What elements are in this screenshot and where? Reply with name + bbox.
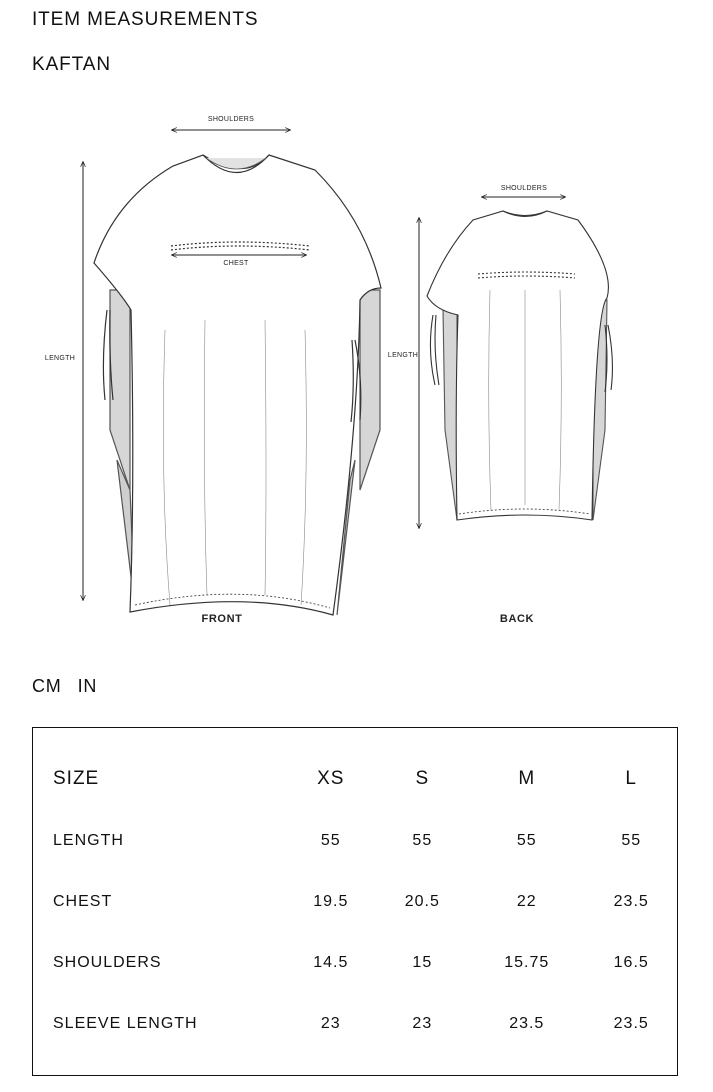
unit-cm-button[interactable]: CM <box>32 676 62 696</box>
table-cell: 23.5 <box>509 1014 545 1032</box>
row-label: SLEEVE LENGTH <box>53 1014 198 1032</box>
size-s-header: S <box>415 768 430 789</box>
table-cell: 15.75 <box>504 953 550 971</box>
size-xs-header: XS <box>317 768 345 789</box>
size-header-label: SIZE <box>53 768 100 789</box>
unit-toggle <box>32 676 97 697</box>
back-garment-illustration <box>427 211 612 520</box>
front-view-label: FRONT <box>201 613 243 625</box>
front-length-label: LENGTH <box>44 355 76 362</box>
table-cell: 14.5 <box>313 953 349 971</box>
table-cell: 23 <box>412 1014 433 1032</box>
table-header-row <box>33 748 677 810</box>
size-table <box>33 748 677 1054</box>
table-cell: 20.5 <box>404 892 440 910</box>
measurement-diagram <box>25 100 705 660</box>
front-chest-label: CHEST <box>223 260 249 267</box>
table-row <box>33 810 677 871</box>
table-cell: 23 <box>320 1014 341 1032</box>
front-shoulders-label: SHOULDERS <box>207 116 255 123</box>
table-cell: 16.5 <box>613 953 649 971</box>
page-title: ITEM MEASUREMENTS <box>32 9 259 30</box>
front-garment-illustration <box>94 155 381 615</box>
table-cell: 55 <box>621 831 642 849</box>
table-cell: 55 <box>412 831 433 849</box>
back-shoulders-label: SHOULDERS <box>500 185 548 192</box>
table-row <box>33 932 677 993</box>
table-row <box>33 871 677 932</box>
back-view-label: BACK <box>499 613 535 625</box>
row-label: CHEST <box>53 892 113 910</box>
size-table-container <box>32 727 678 1076</box>
table-cell: 23.5 <box>613 1014 649 1032</box>
table-cell: 19.5 <box>313 892 349 910</box>
table-cell: 15 <box>412 953 433 971</box>
table-row <box>33 993 677 1054</box>
table-cell: 55 <box>320 831 341 849</box>
size-l-header: L <box>625 768 637 789</box>
size-m-header: M <box>518 768 536 789</box>
table-cell: 23.5 <box>613 892 649 910</box>
back-length-label: LENGTH <box>387 352 419 359</box>
product-name: KAFTAN <box>32 54 111 75</box>
unit-in-button[interactable]: IN <box>77 676 98 696</box>
row-label: LENGTH <box>53 831 124 849</box>
row-label: SHOULDERS <box>53 953 162 971</box>
table-cell: 55 <box>516 831 537 849</box>
table-cell: 22 <box>516 892 537 910</box>
